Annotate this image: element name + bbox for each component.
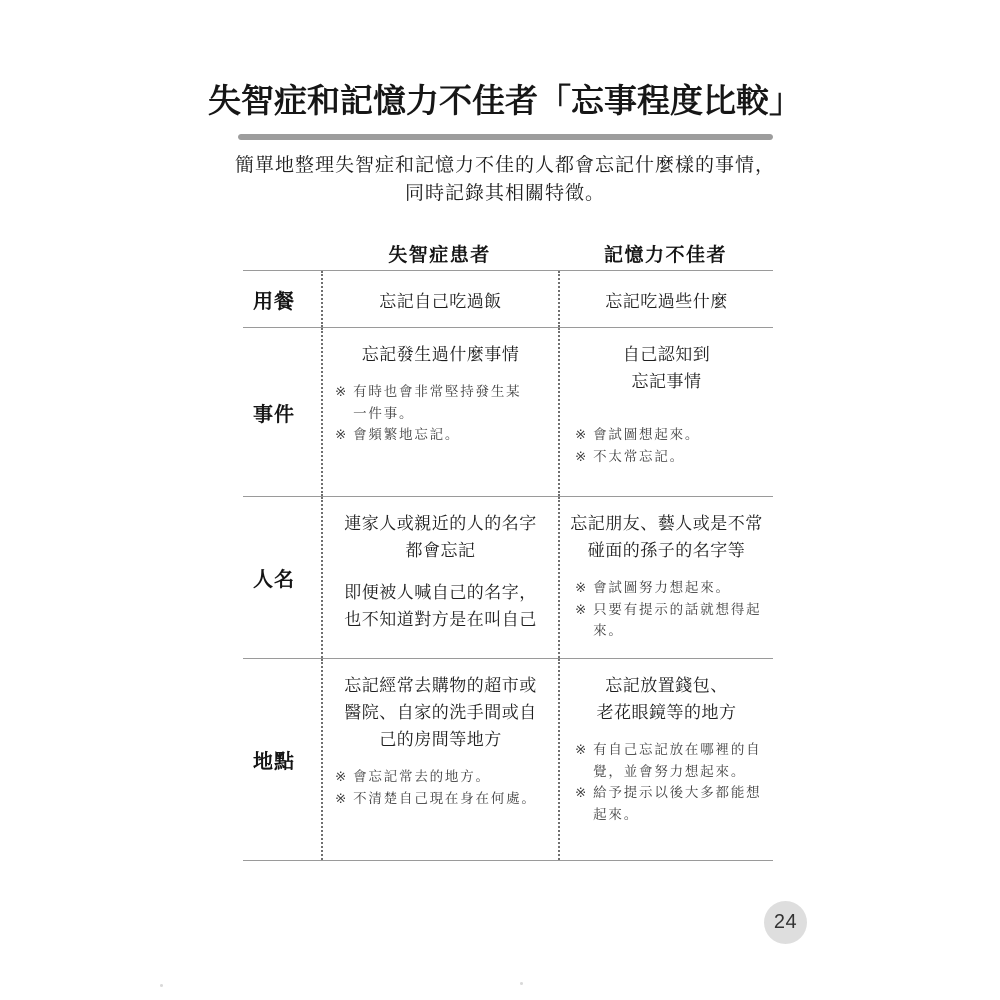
note-item — [575, 782, 771, 825]
cell-dementia-event — [321, 328, 558, 496]
note-line: 只要有提示的話就想得起 — [593, 601, 762, 617]
note-line: 有時也會非常堅持發生某 — [353, 384, 522, 399]
notes-list — [560, 577, 773, 642]
note-line: 一件事。 — [353, 405, 415, 421]
subtitle-line: 簡單地整理失智症和記憶力不佳的人都會忘記什麼樣的事情， — [234, 155, 775, 176]
heading-line: 忘記事情 — [631, 372, 702, 391]
scan-speck — [520, 982, 523, 985]
cell-heading — [560, 510, 773, 564]
note-item — [575, 424, 771, 446]
heading-line: 忘記發生過什麼事情 — [361, 345, 520, 364]
cell-heading — [323, 341, 558, 368]
column-header-poor-memory: 記憶力不佳者 — [603, 245, 727, 266]
cell-heading — [323, 510, 558, 564]
cell-dementia-names — [321, 497, 558, 658]
heading-line: 即便被人喊自己的名字， — [344, 583, 537, 602]
note-text — [593, 424, 700, 446]
row-label-places: 地點 — [253, 751, 295, 773]
heading-line: 也不知道對方是在叫自己 — [344, 610, 537, 629]
note-item — [575, 739, 771, 782]
note-item — [575, 446, 771, 468]
page-subtitle — [0, 152, 1000, 208]
note-marker: ※ — [335, 384, 349, 399]
note-marker: ※ — [575, 601, 589, 617]
heading-line: 忘記朋友、藝人或是不常 — [570, 514, 763, 533]
heading-line: 忘記放置錢包、 — [605, 676, 728, 695]
heading-line: 己的房間等地方 — [379, 730, 502, 749]
note-text — [353, 766, 491, 788]
note-marker: ※ — [575, 785, 589, 800]
note-text — [593, 782, 761, 825]
table-row-meal — [243, 270, 773, 327]
header-spacer-cell — [243, 236, 321, 270]
cell-heading — [323, 672, 558, 753]
note-text — [353, 424, 460, 446]
notes-list — [560, 424, 773, 467]
note-marker: ※ — [575, 448, 589, 464]
table-row-event — [243, 327, 773, 496]
cell-poor-memory-meal — [558, 271, 773, 327]
row-label-event: 事件 — [253, 403, 295, 426]
heading-line: 碰面的孫子的名字等 — [587, 541, 746, 560]
note-line: 會試圖想起來。 — [593, 427, 701, 442]
column-header-dementia: 失智症患者 — [388, 245, 491, 266]
cell-dementia-places — [321, 659, 558, 860]
row-label-names: 人名 — [253, 569, 295, 591]
subtitle-line: 同時記錄其相關特徵。 — [404, 183, 605, 204]
note-item — [335, 788, 552, 810]
cell-poor-memory-places — [558, 659, 773, 860]
scan-speck — [160, 984, 163, 987]
page-number-badge — [764, 901, 807, 944]
note-line: 會試圖努力想起來。 — [593, 580, 731, 595]
note-text — [593, 599, 761, 642]
notes-list — [323, 381, 558, 446]
note-line: 會頻繁地忘記。 — [353, 427, 461, 442]
note-line: 不太常忘記。 — [593, 448, 685, 464]
note-item — [335, 766, 552, 788]
heading-line: 忘記經常去購物的超市或 — [344, 676, 537, 695]
note-text — [593, 446, 685, 468]
note-marker: ※ — [335, 769, 349, 784]
heading-line: 都會忘記 — [405, 541, 476, 560]
heading-line: 老花眼鏡等的地方 — [596, 703, 737, 722]
cell-heading — [560, 341, 773, 395]
note-line: 會忘記常去的地方。 — [353, 769, 491, 784]
title-divider-bar — [238, 134, 773, 140]
note-marker: ※ — [575, 427, 589, 442]
table-row-places — [243, 658, 773, 861]
note-text — [593, 577, 731, 599]
note-marker: ※ — [575, 580, 589, 595]
notes-list — [560, 739, 773, 825]
page-number: 24 — [773, 911, 798, 933]
row-label-meal: 用餐 — [253, 290, 295, 313]
heading-line: 醫院、自家的洗手間或自 — [344, 703, 537, 722]
note-line: 來。 — [593, 623, 624, 638]
note-text — [353, 381, 521, 424]
heading-line: 自己認知到 — [622, 345, 711, 364]
table-header-row — [243, 236, 773, 270]
note-line: 給予提示以後大多都能想 — [593, 785, 762, 800]
table-row-names — [243, 496, 773, 658]
note-marker: ※ — [335, 427, 349, 442]
note-item — [335, 381, 552, 424]
note-text — [593, 739, 761, 782]
notes-list — [323, 766, 558, 809]
note-item — [575, 599, 771, 642]
comparison-table — [243, 236, 773, 861]
cell-poor-memory-event — [558, 328, 773, 496]
note-text — [353, 788, 537, 810]
note-line: 不清楚自己現在身在何處。 — [353, 790, 537, 806]
note-marker: ※ — [335, 790, 349, 806]
note-marker: ※ — [575, 742, 589, 757]
cell-text: 忘記吃過些什麼 — [605, 291, 728, 311]
cell-poor-memory-names — [558, 497, 773, 658]
note-line: 起來。 — [593, 806, 640, 822]
note-item — [335, 424, 552, 446]
heading-line: 連家人或親近的人的名字 — [344, 514, 537, 533]
cell-heading — [560, 672, 773, 726]
cell-heading-secondary — [323, 579, 558, 633]
cell-dementia-meal — [321, 271, 558, 327]
note-line: 覺，並會努力想起來。 — [593, 763, 747, 779]
page-title: 失智症和記憶力不佳者「忘事程度比較」 — [208, 81, 802, 120]
note-item — [575, 577, 771, 599]
note-line: 有自己忘記放在哪裡的自 — [593, 742, 762, 757]
cell-text: 忘記自己吃過飯 — [379, 291, 502, 311]
